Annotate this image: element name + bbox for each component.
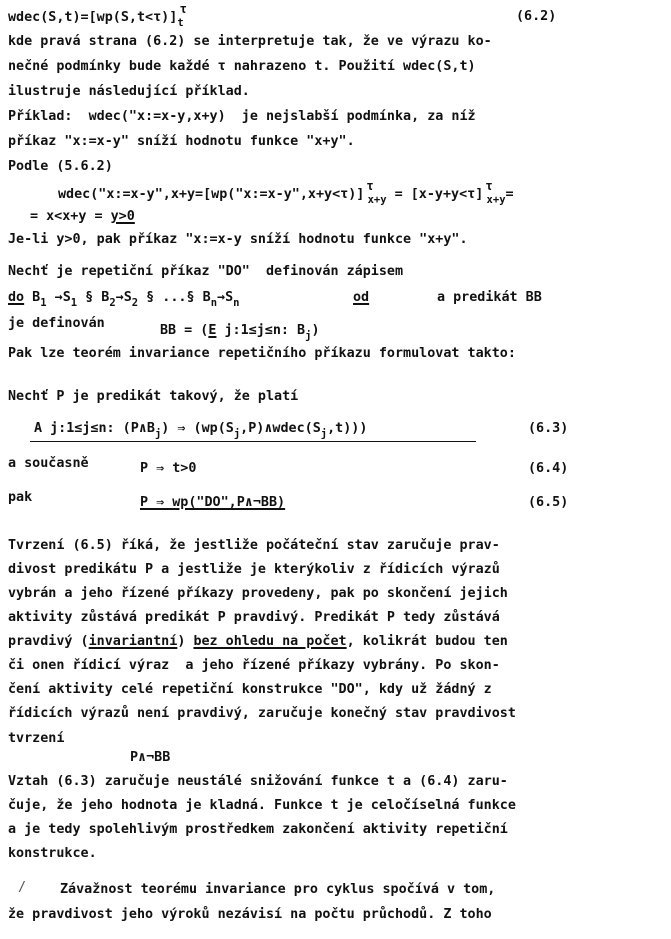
quantifier-forall: A (34, 421, 43, 436)
text-line: aktivity zůstává predikát P pravdivý. Predikát P tedy zůstává (8, 610, 500, 625)
text-line: Tvrzení (6.5) říká, že jestliže počáteční stav zaručuje prav- (8, 538, 500, 553)
formula-result (30, 209, 135, 225)
formula-subscript: x+y (367, 194, 387, 206)
text-line: a je tedy spolehlivým prostředkem zakončení aktivity repetiční (8, 822, 508, 837)
formula-subscript: j (154, 428, 162, 440)
text-line: čuje, že jeho hodnota je kladná. Funkce t je celočíselná funkce (8, 798, 516, 813)
formula-text: = [x-y+y<τ] (386, 187, 484, 202)
equation-number: (6.5) (528, 495, 569, 510)
text-line: Příklad: wdec("x:=x-y,x+y) je nejslabší podmínka, za níž (8, 109, 476, 124)
formula-text: P ⇒ wp("DO",P∧¬BB) (140, 495, 286, 510)
text-line: ilustruje následující příklad. (8, 84, 250, 99)
formula-subscript: 2 (131, 297, 139, 309)
underline-rule (30, 441, 476, 442)
formula-wdec-def (8, 2, 187, 29)
formula-text: B (24, 290, 41, 305)
text-line: Nechť P je predikát takový, že platí (8, 389, 299, 404)
formula-text: j:1≤j≤n: (P∧B (42, 421, 155, 436)
text-line: Nechť je repetiční příkaz "DO" definován zápisem (8, 264, 404, 279)
formula-text: j:1≤j≤n: B (216, 323, 306, 338)
text-line: nečné podmínky bude každé τ nahrazeno t. Použití wdec(S,t) (8, 59, 476, 74)
text-line: Podle (5.6.2) (8, 159, 113, 174)
text-span: pravdivý ( (8, 634, 89, 649)
formula-text: →S (217, 290, 234, 305)
formula-6-5 (140, 495, 285, 511)
formula-text: ,t))) (327, 421, 368, 436)
formula-text: § B (77, 290, 110, 305)
formula-subscript: n (233, 297, 240, 309)
formula-subscript: x+y (486, 194, 506, 206)
formula-superscript: τ (485, 179, 493, 193)
text-line: Závažnost teorému invariance pro cyklus spočívá v tom, (60, 882, 496, 897)
text-line: příkaz "x:=x-y" sníží hodnotu funkce "x+y". (8, 134, 355, 149)
formula-text: ) (311, 323, 320, 338)
underlined-result: y>0 (110, 209, 135, 224)
text-line: tvrzení (8, 731, 65, 746)
text-line: pak (8, 490, 33, 505)
formula-subscript: 1 (70, 297, 78, 309)
margin-mark: / (18, 880, 27, 895)
text-line: čení aktivity celé repetiční konstrukce "DO", kdy už žádný z (8, 682, 492, 697)
formula-text: ) ⇒ (wp(S (161, 421, 234, 436)
formula-subscript: j (320, 428, 328, 440)
formula-text: BB = ( (160, 323, 209, 338)
formula-text: = (505, 187, 514, 202)
formula-text: →S (46, 290, 71, 305)
keyword-od-text: od (353, 290, 370, 305)
formula-text: wdec("x:=x-y",x+y=[wp("x:=x-y",x+y<τ)] (58, 187, 365, 202)
text-line: řídicích výrazů není pravdivý, zaručuje konečný stav pravdivost (8, 706, 516, 721)
formula-superscript: τ (179, 2, 187, 16)
formula-subscript: t (177, 17, 184, 29)
text-line-emphasis (8, 634, 508, 650)
quantifier-exists: E (208, 323, 217, 338)
underlined-term: invariantní (88, 634, 178, 649)
text-line: Vztah (6.3) zaručuje neustálé snižování funkce t a (6.4) zaru- (8, 774, 508, 789)
equation-number: (6.4) (528, 461, 569, 476)
formula-6-4: P ⇒ t>0 (140, 461, 197, 476)
text-line: konstrukce. (8, 846, 97, 861)
text-line: Pak lze teorém invariance repetičního příkazu formulovat takto: (8, 346, 516, 361)
formula-6-3 (34, 421, 368, 440)
formula-text: ,P)∧wdec(S (240, 421, 321, 436)
text-line: divost predikátu P a jestliže je kterýkoliv z řídicích výrazů (8, 562, 500, 577)
formula-text: § ...§ B (138, 290, 211, 305)
text-line: Je-li y>0, pak příkaz "x:=x-y sníží hodnotu funkce "x+y". (8, 232, 468, 247)
text-span: ) (177, 634, 194, 649)
formula-subscript: 2 (109, 297, 116, 309)
formula-bb (160, 323, 320, 342)
underlined-phrase: bez ohledu na počet (193, 634, 347, 649)
keyword-do: do (8, 290, 25, 305)
formula-text: wdec(S,t)=[wp(S,t<τ)] (8, 10, 178, 25)
text-line: a současně (8, 456, 89, 471)
text-line: že pravdivost jeho výroků nezávisí na počtu průchodů. Z toho (8, 907, 492, 922)
formula-subscript: j (233, 428, 241, 440)
text-span: , kolikrát budou ten (346, 634, 508, 649)
formula-superscript: τ (366, 179, 374, 193)
formula-subscript: n (210, 297, 218, 309)
text-line: a predikát BB (437, 290, 542, 305)
text-line: či onen řídicí výraz a jeho řízené příkazy vybrány. Po skon- (8, 658, 500, 673)
formula-do-od (8, 290, 240, 309)
text-line: je definován (8, 316, 105, 331)
equation-number: (6.3) (528, 421, 569, 436)
text-line: kde pravá strana (6.2) se interpretuje tak, že ve výrazu ko- (8, 34, 492, 49)
formula-p-and-not-bb: P∧¬BB (130, 750, 171, 765)
formula-text: = x<x+y = (30, 209, 111, 224)
text-line: vybrán a jeho řízené příkazy provedeny, pak po skončení jejich (8, 586, 508, 601)
formula-subscript: j (305, 330, 312, 342)
formula-text: →S (115, 290, 132, 305)
keyword-od (353, 290, 369, 306)
formula-subscript: 1 (40, 297, 47, 309)
equation-number: (6.2) (516, 9, 557, 24)
formula-derivation (58, 179, 514, 206)
